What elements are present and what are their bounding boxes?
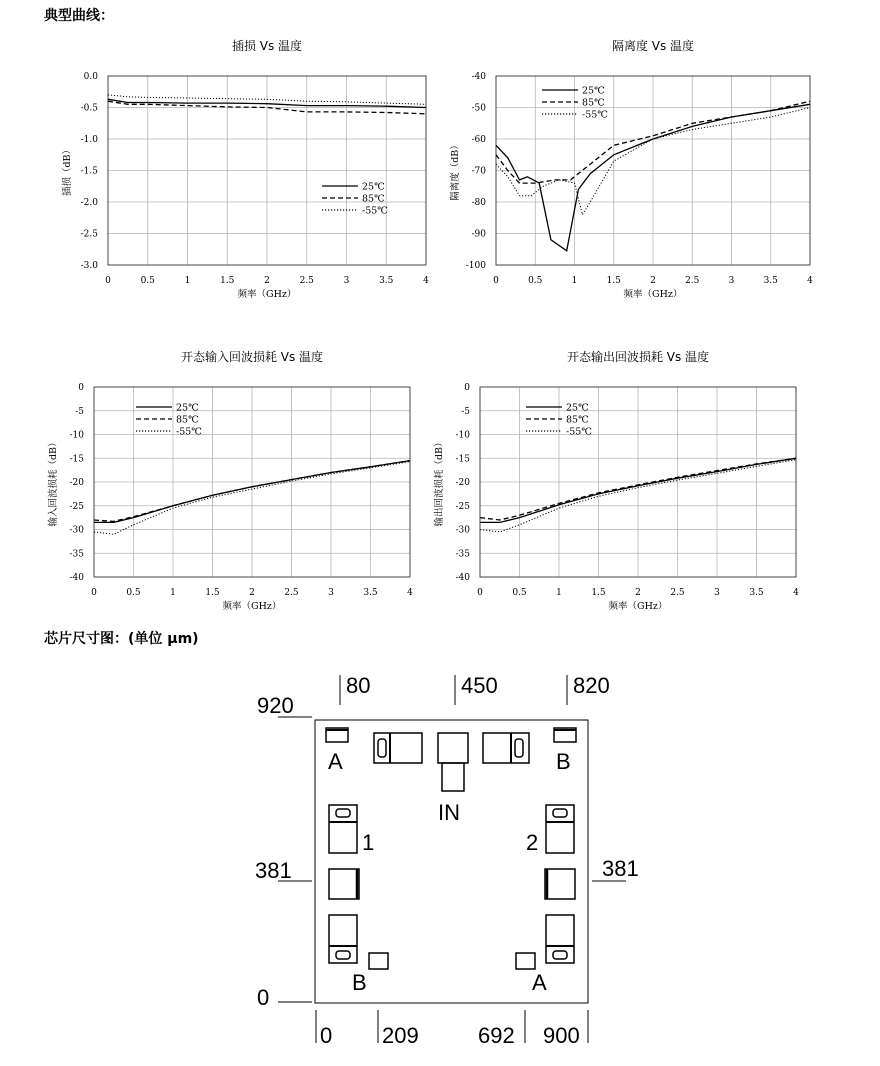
y-tick-label: -80 bbox=[471, 198, 486, 208]
pad-in bbox=[438, 733, 468, 763]
x-tick-label: 0 bbox=[477, 588, 483, 598]
pad-left-middle bbox=[329, 869, 359, 899]
legend-label: 25℃ bbox=[582, 85, 605, 97]
y-tick-label: -20 bbox=[69, 478, 84, 488]
pad-top-left-cap bbox=[374, 733, 422, 763]
x-tick-label: 2.5 bbox=[299, 276, 314, 286]
dim-bottom-900: 900 bbox=[543, 1023, 580, 1048]
x-axis-label: 频率（GHz） bbox=[237, 289, 297, 300]
dim-left-920: 920 bbox=[257, 693, 294, 718]
x-tick-label: 1 bbox=[556, 588, 562, 598]
x-axis-label: 频率（GHz） bbox=[222, 601, 282, 612]
dim-right-381: 381 bbox=[602, 856, 639, 881]
die-drawing bbox=[240, 665, 660, 1060]
x-tick-label: 1 bbox=[184, 276, 191, 286]
chart-title: 开态输入回波损耗 Vs 温度 bbox=[180, 350, 324, 364]
y-tick-label: -5 bbox=[75, 406, 84, 417]
y-tick-label: -30 bbox=[69, 525, 84, 536]
x-tick-label: 0.5 bbox=[140, 276, 155, 286]
y-tick-label: 0.0 bbox=[83, 72, 98, 82]
pad-a-bottom bbox=[516, 953, 535, 969]
y-tick-label: -15 bbox=[455, 454, 470, 465]
x-tick-label: 0 bbox=[493, 276, 499, 286]
pin-label-b-top: B bbox=[556, 749, 571, 774]
legend-label: -55℃ bbox=[582, 109, 608, 121]
y-tick-label: -10 bbox=[69, 430, 84, 441]
x-tick-label: 2 bbox=[264, 276, 270, 286]
y-axis-label: 隔离度（dB） bbox=[450, 140, 461, 201]
dim-top-80: 80 bbox=[346, 673, 371, 698]
pin-label-2: 2 bbox=[526, 830, 539, 855]
x-tick-label: 0 bbox=[105, 276, 111, 286]
pad-left-bottom bbox=[329, 915, 357, 963]
x-tick-label: 2.5 bbox=[670, 588, 685, 598]
pad-in-stub bbox=[442, 763, 464, 791]
chart-title: 插损 Vs 温度 bbox=[231, 39, 303, 53]
x-tick-label: 1.5 bbox=[220, 276, 235, 286]
chart-svg bbox=[430, 343, 850, 643]
legend-label: -55℃ bbox=[362, 205, 388, 217]
section-title-curves: 典型曲线： bbox=[44, 8, 114, 24]
y-tick-label: -60 bbox=[471, 135, 486, 145]
chart-svg bbox=[440, 30, 860, 330]
x-tick-label: 3 bbox=[328, 588, 334, 598]
x-tick-label: 2 bbox=[635, 588, 641, 598]
chart-input-return-loss bbox=[40, 343, 460, 643]
y-tick-label: -35 bbox=[69, 549, 84, 560]
y-axis-label: 输入回波损耗（dB） bbox=[48, 437, 59, 527]
dim-bottom-692: 692 bbox=[478, 1023, 515, 1048]
x-tick-label: 1 bbox=[571, 276, 578, 286]
pad-b-bottom bbox=[369, 953, 388, 969]
y-tick-label: -2.0 bbox=[80, 198, 98, 208]
legend-label: 85℃ bbox=[566, 414, 589, 426]
x-tick-label: 4 bbox=[407, 588, 413, 598]
x-tick-label: 4 bbox=[793, 588, 799, 598]
y-tick-label: -35 bbox=[455, 549, 470, 560]
chart-output-return-loss bbox=[430, 343, 850, 643]
dim-bottom-0: 0 bbox=[320, 1023, 333, 1048]
dim-top-450: 450 bbox=[461, 673, 498, 698]
x-tick-label: 1.5 bbox=[205, 588, 220, 598]
x-tick-label: 4 bbox=[807, 276, 813, 286]
pin-label-in: IN bbox=[438, 800, 460, 825]
y-axis-label: 插损（dB） bbox=[62, 144, 73, 197]
chart-title: 隔离度 Vs 温度 bbox=[611, 39, 695, 53]
y-tick-label: -15 bbox=[69, 454, 84, 465]
legend-label: 25℃ bbox=[176, 402, 199, 414]
pad-top-right-cap bbox=[483, 733, 529, 763]
pad-right-bottom bbox=[546, 915, 574, 963]
y-tick-label: -25 bbox=[69, 501, 84, 512]
y-tick-label: -1.0 bbox=[80, 135, 98, 145]
x-tick-label: 2 bbox=[650, 276, 656, 286]
legend-label: -55℃ bbox=[176, 426, 202, 438]
x-axis-label: 频率（GHz） bbox=[623, 289, 683, 300]
legend-label: 85℃ bbox=[362, 193, 385, 205]
chart-svg bbox=[40, 30, 460, 330]
y-tick-label: -40 bbox=[455, 573, 470, 583]
x-tick-label: 1 bbox=[170, 588, 176, 598]
pin-label-1: 1 bbox=[362, 830, 375, 855]
y-tick-label: -2.5 bbox=[80, 229, 98, 240]
y-tick-label: -100 bbox=[465, 261, 486, 271]
y-tick-label: -3.0 bbox=[80, 261, 98, 271]
pad-port-1 bbox=[329, 805, 357, 853]
x-tick-label: 3.5 bbox=[749, 588, 764, 598]
y-tick-label: -0.5 bbox=[80, 103, 98, 114]
x-tick-label: 0.5 bbox=[512, 588, 527, 598]
pad-right-middle bbox=[545, 869, 575, 899]
y-tick-label: -40 bbox=[471, 72, 486, 82]
x-tick-label: 3.5 bbox=[379, 276, 394, 286]
y-tick-label: -30 bbox=[455, 525, 470, 536]
x-axis-label: 频率（GHz） bbox=[608, 601, 668, 612]
y-tick-label: 0 bbox=[464, 383, 470, 393]
y-tick-label: -1.5 bbox=[80, 166, 98, 177]
x-tick-label: 2.5 bbox=[685, 276, 700, 286]
x-tick-label: 0.5 bbox=[528, 276, 543, 286]
chart-insertion-loss bbox=[40, 30, 460, 330]
y-tick-label: -5 bbox=[461, 406, 470, 417]
pin-label-a-top: A bbox=[328, 749, 343, 774]
x-tick-label: 0 bbox=[91, 588, 97, 598]
dim-bottom-209: 209 bbox=[382, 1023, 419, 1048]
x-tick-label: 1.5 bbox=[591, 588, 606, 598]
y-tick-label: 0 bbox=[78, 383, 84, 393]
chart-title: 开态输出回波损耗 Vs 温度 bbox=[566, 350, 710, 364]
y-tick-label: -70 bbox=[471, 166, 486, 177]
x-tick-label: 2 bbox=[249, 588, 255, 598]
legend-label: 25℃ bbox=[362, 181, 385, 193]
pin-label-a-bottom: A bbox=[532, 970, 547, 995]
legend-label: -55℃ bbox=[566, 426, 592, 438]
dim-left-381: 381 bbox=[255, 858, 292, 883]
y-tick-label: -20 bbox=[455, 478, 470, 488]
dim-top-820: 820 bbox=[573, 673, 610, 698]
y-tick-label: -25 bbox=[455, 501, 470, 512]
x-tick-label: 1.5 bbox=[606, 276, 621, 286]
x-tick-label: 3 bbox=[343, 276, 350, 286]
section-title-die: 芯片尺寸图：(单位 μm) bbox=[44, 631, 199, 647]
y-tick-label: -50 bbox=[471, 103, 486, 114]
chart-isolation bbox=[440, 30, 860, 330]
pad-port-2 bbox=[546, 805, 574, 853]
x-tick-label: 2.5 bbox=[284, 588, 299, 598]
x-tick-label: 3 bbox=[714, 588, 720, 598]
legend-label: 25℃ bbox=[566, 402, 589, 414]
x-tick-label: 3.5 bbox=[763, 276, 778, 286]
y-tick-label: -10 bbox=[455, 430, 470, 441]
dim-left-0: 0 bbox=[257, 985, 270, 1010]
chart-svg bbox=[40, 343, 460, 643]
y-tick-label: -90 bbox=[471, 229, 486, 240]
x-tick-label: 4 bbox=[423, 276, 429, 286]
x-tick-label: 0.5 bbox=[126, 588, 141, 598]
x-tick-label: 3 bbox=[728, 276, 735, 286]
x-tick-label: 3.5 bbox=[363, 588, 378, 598]
legend-label: 85℃ bbox=[176, 414, 199, 426]
y-axis-label: 输出回波损耗（dB） bbox=[434, 437, 445, 527]
y-tick-label: -40 bbox=[69, 573, 84, 583]
legend-label: 85℃ bbox=[582, 97, 605, 109]
pin-label-b-bottom: B bbox=[352, 970, 367, 995]
